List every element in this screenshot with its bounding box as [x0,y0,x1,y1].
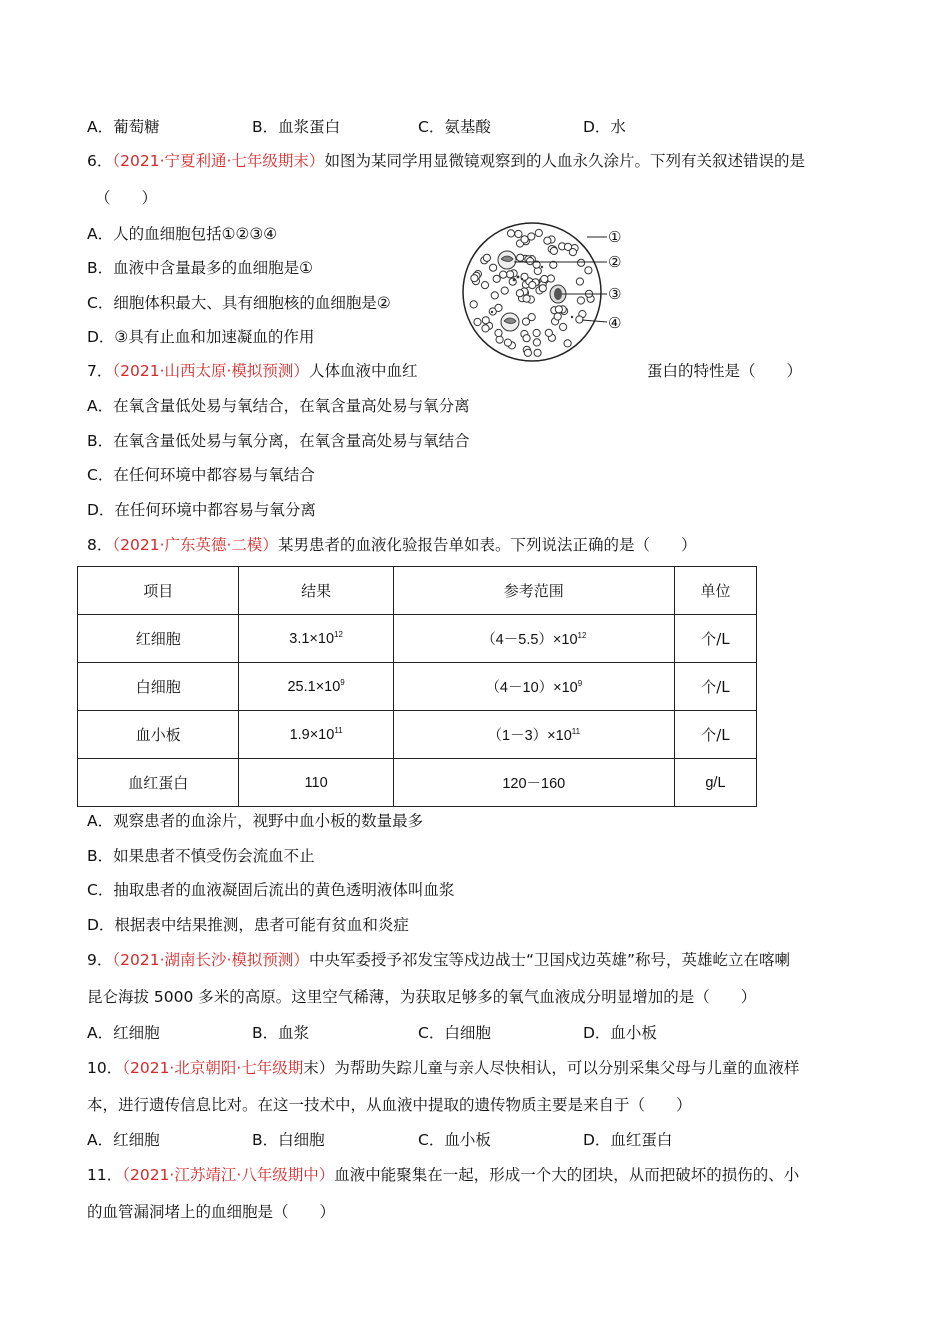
q7-option-a: A．在氧含量低处易与氧结合，在氧含量高处易与氧分离 [87,397,470,415]
red-blood-cell [482,325,489,332]
q10-option-c: C．血小板 [418,1131,491,1149]
red-blood-cell [545,329,552,336]
red-blood-cell [576,278,583,285]
q10-option-a: A．红细胞 [87,1131,160,1149]
table-header-row [78,567,757,615]
red-blood-cell [490,264,497,271]
label-4: ④ [608,314,622,332]
red-blood-cell [534,349,541,356]
q6-answer-paren: （ ） [95,189,158,207]
q6-source: （2021·宁夏利通·七年级期末） [112,152,325,170]
red-blood-cell [576,316,583,323]
q10-stem-2: 本，进行遗传信息比对。在这一技术中，从血液中提取的遗传物质主要是来自于（ ） [87,1096,692,1114]
red-blood-cell [482,317,489,324]
q6-option-c: C．细胞体积最大、具有细胞核的血细胞是② [87,294,391,312]
table-row: 血红蛋白 110 120－160 g/L [78,759,757,807]
q11-source: （2021·江苏靖江·八年级期中） [122,1166,335,1184]
red-blood-cell [523,295,530,302]
red-blood-cell [585,267,592,274]
q6-option-b: B．血液中含量最多的血细胞是① [87,259,314,277]
q8-source: （2021·广东英德·二模） [112,536,278,554]
white-blood-cell-2 [501,313,519,331]
table-row: 白细胞 $25.1\times 10^9$ $(4-10)\times 10^9$ 个/L [78,663,757,711]
header-unit: 单位 [674,567,756,615]
q7-option-d: D．在任何环境中都容易与氧分离 [87,501,316,519]
q5-option-a: A．葡萄糖 [87,118,160,136]
red-blood-cell [509,278,516,285]
q10-option-b: B．白细胞 [252,1131,325,1149]
red-blood-cell [555,306,562,313]
red-blood-cell [521,236,528,243]
red-blood-cell [504,339,511,346]
q10-stem: 10．（2021·北京朝阳·七年级期末）为帮助失踪儿童与亲人尽快相认，可以分别采集父母与儿童的血液样 [87,1059,800,1077]
q9-option-c: C．白细胞 [418,1024,491,1042]
red-blood-cell [577,297,584,304]
red-blood-cell [515,230,522,237]
red-blood-cell [495,329,502,336]
q10-option-d: D．血红蛋白 [583,1131,673,1149]
red-blood-cell [544,237,551,244]
header-result: 结果 [239,567,393,615]
q9-stem: 9．（2021·湖南长沙·模拟预测）中央军委授予祁发宝等戍边战士“卫国戍边英雄”称号，英雄屹立在喀喇 [87,951,790,969]
q5-option-d: D．水 [583,118,626,136]
q8-option-a: A．观察患者的血涂片，视野中血小板的数量最多 [87,812,424,830]
q10-source: （2021·北京朝阳·七年级期 [122,1059,304,1077]
red-blood-cell [535,229,542,236]
q9-option-d: D．血小板 [583,1024,657,1042]
red-blood-cell [564,340,571,347]
q8-option-c: C．抽取患者的血液凝固后流出的黄色透明液体叫血浆 [87,881,455,899]
q7-option-b: B．在氧含量低处易与氧分离，在氧含量高处易与氧结合 [87,432,470,450]
red-blood-cell [507,230,514,237]
blood-test-table [77,566,757,807]
red-blood-cell [533,339,540,346]
red-blood-cell [516,290,523,297]
q9-option-a: A．红细胞 [87,1024,160,1042]
white-blood-cell [498,251,516,269]
q7-source: （2021·山西太原·模拟预测） [112,362,309,380]
q7-stem: 7．（2021·山西太原·模拟预测）人体血液中血红 [87,362,418,380]
q5-option-b: B．血浆蛋白 [252,118,341,136]
red-blood-cell [517,254,524,261]
red-blood-cell [524,349,531,356]
q9-source: （2021·湖南长沙·模拟预测） [112,951,309,969]
q6-option-a: A．人的血细胞包括①②③④ [87,225,278,243]
table-row: 红细胞 $3.1\times 10^{12}$ $(4-5.5)\times 10^{12}$ 个/L [78,615,757,663]
red-blood-cell [533,329,540,336]
q5-option-c: C．氨基酸 [418,118,491,136]
label-2: ② [608,253,622,271]
q8-option-b: B．如果患者不慎受伤会流血不止 [87,847,315,865]
red-blood-cell [528,314,535,321]
q8-option-d: D．根据表中结果推测，患者可能有贫血和炎症 [87,916,409,934]
red-blood-cell [539,285,546,292]
red-blood-cell [491,292,498,299]
red-blood-cell [578,259,585,266]
red-blood-cell [501,287,508,294]
red-blood-cell [500,271,507,278]
header-reference: 参考范围 [393,567,674,615]
red-blood-cell [541,275,548,282]
table-row: 血小板 $1.9\times 10^{11}$ $(1-3)\times 10^{11}$ 个/L [78,711,757,759]
red-blood-cell [471,275,478,282]
field-of-view [463,223,601,361]
red-blood-cell [493,275,500,282]
header-item: 项目 [78,567,239,615]
red-blood-cell [470,301,477,308]
red-blood-cell [550,247,557,254]
red-blood-cell [474,318,481,325]
red-blood-cell [495,304,502,311]
label-3: ③ [608,285,622,303]
q11-stem-2: 的血管漏洞堵上的血细胞是（ ） [87,1203,336,1221]
q9-stem-2: 昆仑海拔 5000 多米的高原。这里空气稀薄，为获取足够多的氧气血液成分明显增加的是（ ） [87,988,757,1006]
red-blood-cell [569,249,576,256]
q6-option-d: D．③具有止血和加速凝血的作用 [87,328,315,346]
red-blood-cell [483,254,490,261]
q7-stem-tail: 蛋白的特性是（ ） [647,362,803,380]
red-blood-cell [507,271,514,278]
q9-option-b: B．血浆 [252,1024,310,1042]
red-blood-cell [496,336,503,343]
red-blood-cell [528,233,535,240]
q7-option-c: C．在任何环境中都容易与氧结合 [87,466,315,484]
q11-stem: 11．（2021·江苏靖江·八年级期中）血液中能聚集在一起，形成一个大的团块，从而把破坏的损伤的、小 [87,1166,800,1184]
label-1: ① [608,228,622,246]
q8-stem: 8．（2021·广东英德·二模）某男患者的血液化验报告单如表。下列说法正确的是（ ） [87,536,697,554]
red-blood-cell [554,313,561,320]
blood-smear-figure [462,222,642,367]
red-blood-cell [523,335,530,342]
red-blood-cell [481,282,488,289]
red-blood-cell [560,323,567,330]
red-blood-cell [529,282,536,289]
red-blood-cell [547,275,554,282]
q6-stem: 6．（2021·宁夏利通·七年级期末）如图为某同学用显微镜观察到的人血永久涂片。下列有关叙述错误的是 [87,152,805,170]
